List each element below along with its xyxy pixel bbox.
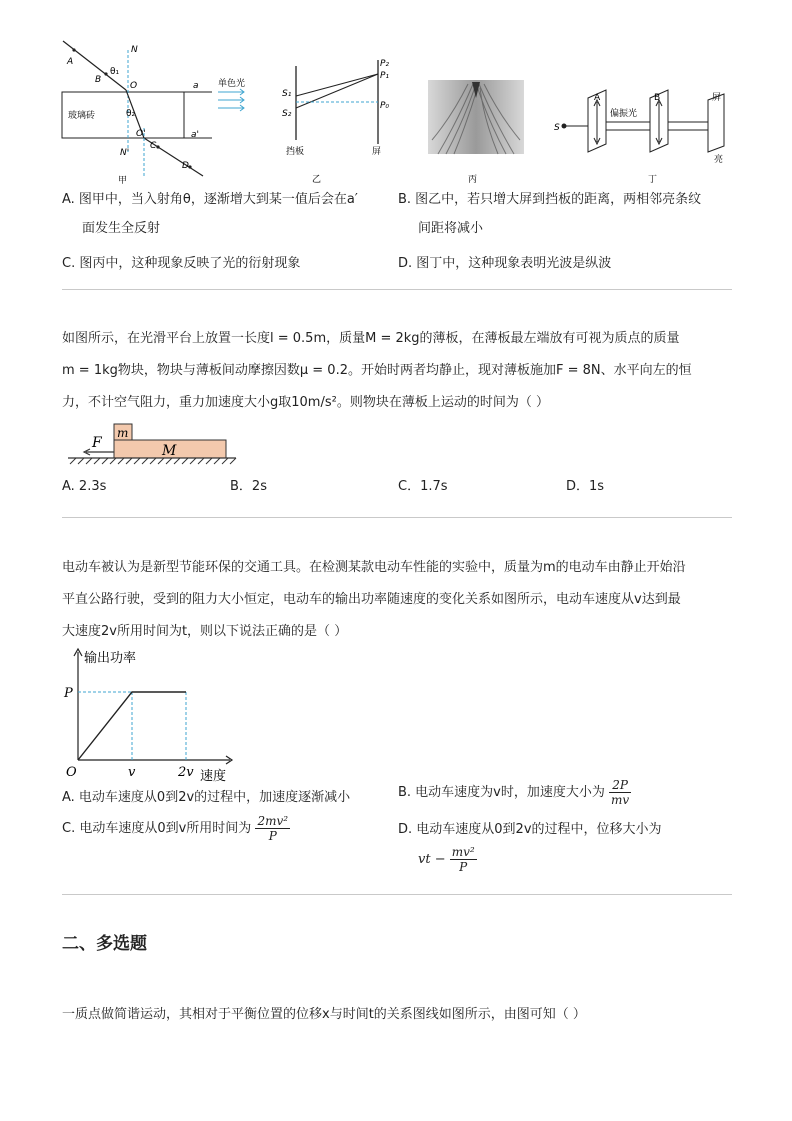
q1-option-b-line2: 间距将减小 [418, 221, 484, 236]
label-N: N [131, 45, 138, 55]
label-O: O [130, 81, 138, 91]
label-A-polarizer: A [594, 93, 601, 103]
label-P1: P₁ [380, 71, 390, 81]
q3-option-c-text: C. 电动车速度从0到v所用时间为 [62, 821, 252, 836]
label-D: D [182, 161, 189, 171]
fraction-denominator: mv [611, 793, 630, 807]
q2-option-c[interactable]: C．1.7s [398, 479, 448, 494]
label-M: M [162, 443, 177, 459]
q2-stem-line1: 如图所示，在光滑平台上放置一长度l = 0.5m，质量M = 2kg的薄板，在薄板最左端放有可视为质点的质量 [62, 331, 680, 346]
q3-stem-line3: 大速度2v所用时间为t，则以下说法正确的是（ ） [62, 624, 348, 639]
label-F: F [92, 435, 102, 451]
figure-ding [548, 86, 738, 186]
q3-option-c-fraction [255, 814, 290, 843]
fraction-denominator: P [459, 860, 468, 874]
q2-option-d[interactable]: D．1s [566, 479, 605, 494]
caption-bing: 丙 [468, 175, 478, 185]
label-theta2: θ₂ [126, 109, 136, 119]
caption-yi: 乙 [312, 175, 322, 185]
divider [62, 894, 732, 895]
q3-stem-line2: 平直公路行驶，受到的阻力大小恒定，电动车的输出功率随速度的变化关系如图所示，电动车速度从v达到最 [62, 592, 681, 607]
caption-jia: 甲 [118, 176, 128, 186]
x-tick-v: v [128, 765, 136, 780]
label-Nprime: N' [120, 148, 130, 158]
label-S2: S₂ [282, 109, 292, 119]
section-title: 二、多选题 [62, 934, 147, 954]
label-theta1: θ₁ [110, 67, 120, 77]
q1-option-c[interactable]: C. 图丙中，这种现象反映了光的衍射现象 [62, 256, 301, 271]
label-P0: P₀ [380, 101, 390, 111]
q3-stem-line1: 电动车被认为是新型节能环保的交通工具。在检测某款电动车性能的实验中，质量为m的电动车由静止开始沿 [62, 560, 686, 575]
label-polarized: 偏振光 [610, 109, 638, 119]
figure-bing [428, 80, 528, 186]
label-screen: 屏 [372, 147, 382, 157]
figure-plank [64, 420, 244, 470]
label-bright: 亮 [714, 155, 724, 165]
q3-option-b-text: B. 电动车速度为v时，加速度大小为 [398, 785, 605, 800]
label-C: C [150, 141, 157, 151]
q1-option-a-line1[interactable]: A. 图甲中，当入射角θ，逐渐增大到某一值后会在a′ [62, 192, 358, 207]
q3-option-d-fraction [450, 845, 477, 874]
label-B: B [95, 75, 102, 85]
fraction-numerator: 2P [609, 778, 631, 793]
q4-stem: 一质点做简谐运动，其相对于平衡位置的位移x与时间t的关系图线如图所示，由图可知（ ） [62, 1007, 586, 1022]
figure-yi [216, 56, 396, 186]
q3-option-b-fraction [609, 778, 631, 807]
label-B-polarizer: B [654, 93, 661, 103]
q2-stem-line3: 力，不计空气阻力，重力加速度大小g取10m/s²。则物块在薄板上运动的时间为（ ） [62, 395, 549, 410]
divider [62, 517, 732, 518]
label-A: A [67, 57, 74, 67]
q2-option-b[interactable]: B．2s [230, 479, 267, 494]
label-glass: 玻璃砖 [68, 111, 96, 121]
label-a: a [193, 81, 199, 91]
label-m: m [117, 426, 129, 440]
y-axis-label: 输出功率 [84, 651, 137, 666]
divider [62, 289, 732, 290]
q1-option-a-line2: 面发生全反射 [82, 221, 161, 236]
label-S1: S₁ [282, 89, 292, 99]
label-P2: P₂ [380, 59, 390, 69]
y-tick-P: P [64, 686, 73, 701]
fraction-denominator: P [268, 829, 277, 843]
fraction-numerator: 2mv² [257, 814, 289, 828]
caption-ding: 丁 [648, 175, 658, 185]
label-S: S [554, 123, 560, 133]
q3-option-d-line1[interactable]: D. 电动车速度从0到2v的过程中，位移大小为 [398, 822, 662, 837]
q3-option-a[interactable]: A. 电动车速度从0到2v的过程中，加速度逐渐减小 [62, 790, 351, 805]
label-screen-ding: 屏 [712, 93, 722, 103]
fraction-numerator: mv² [451, 845, 475, 859]
q2-option-a[interactable]: A. 2.3s [62, 479, 107, 494]
q1-option-b-line1[interactable]: B. 图乙中，若只增大屏到挡板的距离，两相邻亮条纹 [398, 192, 702, 207]
label-aprime: a' [191, 130, 199, 140]
label-light: 单色光 [218, 79, 246, 89]
q3-option-b[interactable] [398, 778, 631, 807]
q3-option-d-lead: vt − [418, 852, 446, 867]
label-board: 挡板 [286, 147, 305, 157]
q2-stem-line2: m = 1kg物块，物块与薄板间动摩擦因数μ = 0.2。开始时两者均静止，现对薄板施加F = 8N、水平向左的恒 [62, 363, 692, 378]
power-speed-chart [60, 644, 240, 784]
origin-label: O [66, 765, 77, 780]
q3-option-c[interactable] [62, 814, 290, 843]
q3-option-d-line2 [418, 845, 477, 874]
label-Oprime: O' [136, 129, 146, 139]
x-axis-label: 速度 [200, 769, 227, 784]
figure-jia [58, 36, 218, 186]
x-tick-2v: 2v [178, 765, 194, 780]
q1-option-d[interactable]: D. 图丁中，这种现象表明光波是纵波 [398, 256, 612, 271]
